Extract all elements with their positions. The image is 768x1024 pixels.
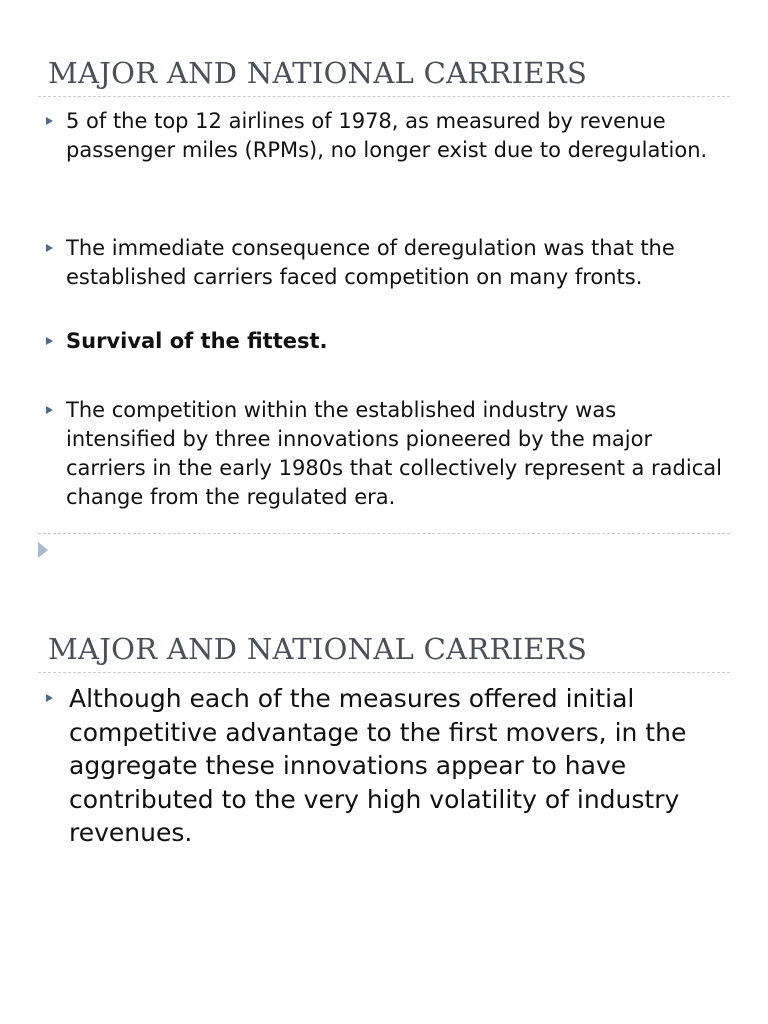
title-divider xyxy=(38,672,730,673)
bullet-text: The immediate consequence of deregulation was that the established carriers faced competition on many fronts. xyxy=(66,236,675,289)
slide-title: MAJOR AND NATIONAL CARRIERS xyxy=(48,632,588,666)
bullet-text: Although each of the measures offered initial competitive advantage to the first movers, in the aggregate these innovations appear to have contributed to the very high volatility of industry revenues. xyxy=(69,684,687,847)
triangle-right-icon xyxy=(46,337,53,345)
bullet-item xyxy=(44,327,734,356)
footer-divider xyxy=(38,533,730,534)
bullet-item xyxy=(44,234,734,292)
bullet-text: The competition within the established industry was intensified by three innovations pioneered by the major carriers in the early 1980s that collectively represent a radical change from the regulated era. xyxy=(66,398,722,509)
bullet-text: 5 of the top 12 airlines of 1978, as measured by revenue passenger miles (RPMs), no longer exist due to deregulation. xyxy=(66,109,708,162)
slide-2 xyxy=(0,576,768,1024)
triangle-right-icon xyxy=(46,406,53,414)
bullet-item xyxy=(44,396,734,512)
slide-title: MAJOR AND NATIONAL CARRIERS xyxy=(48,56,588,90)
play-arrow-icon[interactable] xyxy=(38,542,48,558)
bullet-item xyxy=(44,107,734,165)
triangle-right-icon xyxy=(46,694,53,702)
triangle-right-icon xyxy=(46,244,53,252)
triangle-right-icon xyxy=(46,117,53,125)
bullet-text-bold: Survival of the fittest. xyxy=(66,329,328,353)
title-divider xyxy=(38,96,730,97)
bullet-item xyxy=(44,682,734,850)
